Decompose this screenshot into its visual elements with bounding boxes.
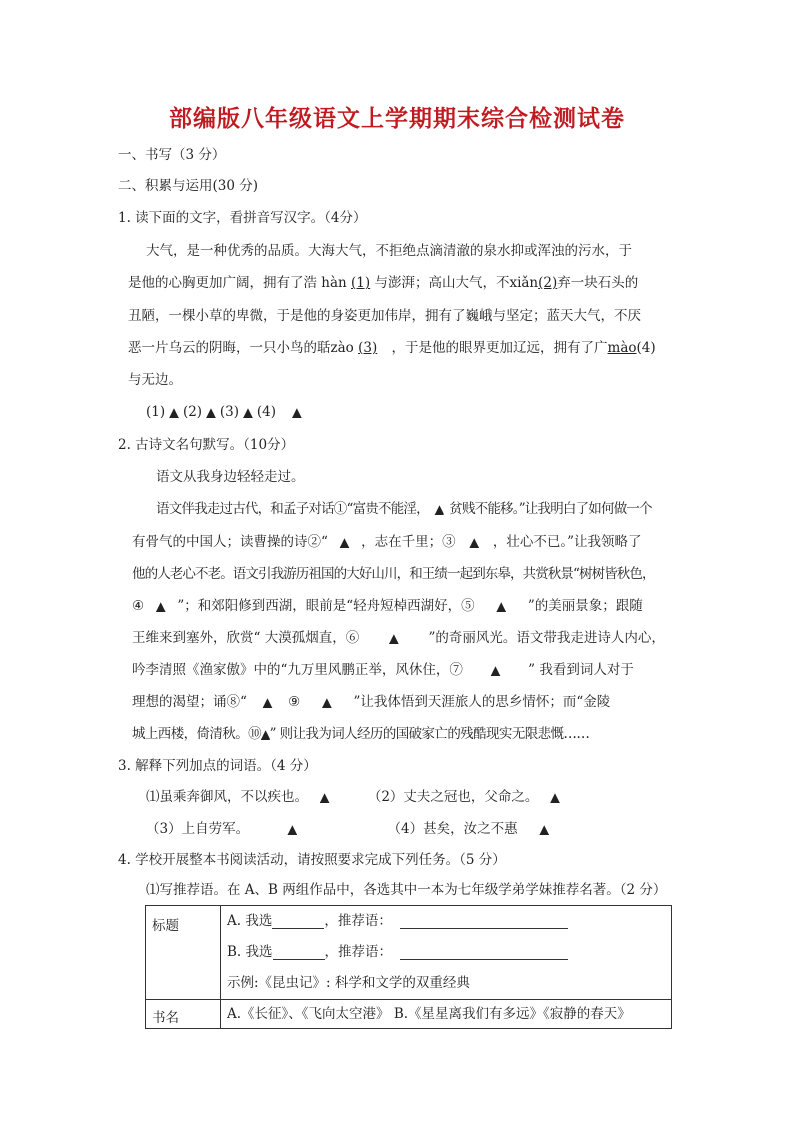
q2-text: ④ (132, 598, 145, 614)
example-row: 示例:《昆虫记》: 科学和文学的双重经典 (227, 975, 470, 991)
q3-item-4: （4）甚矣，汝之不惠 (387, 821, 518, 837)
q2-line-6 (132, 629, 665, 647)
q1-answer-label-2: (2) (182, 404, 203, 420)
q1-blank-3: (3) (358, 340, 378, 356)
q1-line-1: 大气，是一种优秀的品质。大海大气，不拒绝点滴清澈的泉水抑或浑浊的污水，于 (146, 243, 632, 259)
q4-heading: 4. 学校开展整本书阅读活动，请按照要求完成下列任务。（5 分） (118, 852, 506, 868)
row-b-choice-blank[interactable] (273, 945, 325, 960)
q2-text: ”让我体悟到天涯旅人的思乡情怀；而“金陵 (353, 694, 611, 710)
q3-answer-4[interactable]: ▲ (539, 822, 549, 836)
q2-text: 有骨气的中国人；读曹操的诗②“ (132, 534, 328, 550)
q3-answer-1[interactable]: ▲ (320, 790, 330, 804)
q3-row-1 (146, 788, 572, 806)
q2-text: ，志在千里；③ (361, 534, 456, 550)
q1-text: 与澎湃；高山大气，不xiǎn (374, 275, 539, 291)
q1-answer-3[interactable]: ▲ (243, 405, 253, 419)
q1-answer-label-3: (3) (219, 404, 240, 420)
q1-answer-1[interactable]: ▲ (169, 405, 179, 419)
q2-text: 城上西楼，倚清秋。⑩ (132, 726, 261, 742)
table-label-title: 标题 (146, 906, 221, 1000)
q1-text: 恶一片乌云的阴晦，一只小鸟的聒zào (128, 340, 354, 356)
q1-blank-4: (4) (636, 340, 656, 356)
q1-answer-label-1: (1) (146, 404, 166, 420)
section-writing: 一、书写（3 分） (118, 147, 226, 163)
q2-text: 语文伴我走过古代，和孟子对话①“富贵不能淫， (156, 501, 429, 517)
row-a (221, 906, 671, 937)
q2-text: ”的奇丽风光。语文带我走进诗人内心， (428, 630, 665, 646)
q1-answer-2[interactable]: ▲ (206, 405, 216, 419)
q1-pinyin-mao: mào (607, 340, 637, 356)
q1-line-4 (128, 339, 656, 357)
q1-blank-2: (2) (538, 275, 558, 291)
q1-heading: 1. 读下面的文字，看拼音写汉字。（4分） (118, 210, 367, 226)
q2-line-3 (132, 533, 642, 551)
q3-item-3: （3）上自劳军。 (146, 821, 250, 837)
row-b-rec-label: ，推荐语： (324, 944, 393, 960)
row-b-rec-blank[interactable] (400, 945, 568, 960)
q2-text: 王维来到塞外，欣赏“ 大漠孤烟直，⑥ (132, 630, 360, 646)
q2-text: ，壮心不已。”让我领略了 (492, 534, 642, 550)
q2-line-7 (132, 661, 634, 679)
q1-text: 弃一块石头的 (557, 275, 639, 291)
table-label-books: 书名 (146, 1000, 221, 1029)
q1-line-5: 与无边。 (128, 372, 182, 388)
q1-line-2 (128, 274, 638, 292)
recommendation-table (145, 905, 672, 1029)
q2-text: ”；和郊阳修到西湖，眼前是“轻舟短棹西湖好，⑤ (177, 598, 475, 614)
q2-blank-6[interactable]: ▲ (389, 631, 399, 645)
q2-blank-4[interactable]: ▲ (156, 599, 166, 613)
exam-title: 部编版八年级语文上学期期末综合检测试卷 (169, 106, 625, 132)
q2-text: ”的美丽景象；跟随 (527, 598, 643, 614)
q2-text: ” 我看到词人对于 (528, 662, 634, 678)
q1-answer-row (146, 403, 314, 421)
q2-text: ⑨ (288, 694, 301, 710)
q2-blank-9[interactable]: ▲ (322, 695, 332, 709)
q2-line-9 (132, 725, 589, 743)
row-b (221, 937, 671, 968)
section-accumulation: 二、积累与运用(30 分) (118, 178, 259, 194)
q2-text: 吟李清照《渔家傲》中的“九万里风鹏正举，风休住，⑦ (132, 662, 463, 678)
q2-blank-7[interactable]: ▲ (490, 663, 501, 677)
q3-heading: 3. 解释下列加点的词语。（4 分） (118, 758, 317, 774)
q2-line-5 (132, 597, 643, 615)
q1-line-3: 丑陋，一棵小草的卑微，于是他的身姿更加伟岸，拥有了巍峨与坚定；蓝天大气，不厌 (128, 308, 641, 324)
q2-line-8 (132, 693, 610, 711)
q2-blank-2[interactable]: ▲ (339, 535, 350, 549)
row-a-prefix: A. 我选 (227, 913, 273, 929)
q2-blank-5[interactable]: ▲ (496, 599, 506, 613)
q3-answer-3[interactable]: ▲ (287, 822, 297, 836)
row-a-choice-blank[interactable] (272, 914, 324, 929)
q2-heading: 2. 古诗文名句默写。（10分） (118, 437, 295, 453)
q2-blank-3[interactable]: ▲ (469, 535, 479, 549)
table-title-cell (221, 906, 672, 1000)
q2-line-4: 他的人老心不老。语文引我游历祖国的大好山川，和王绩一起到东皋，共赏秋景“树树皆秋色， (132, 566, 655, 582)
q1-answer-label-4: (4) (256, 404, 276, 420)
q2-text: ” 则让我为词人经历的国破家亡的残酷现实无限悲慨…… (269, 726, 590, 742)
q1-text: ，于是他的眼界更加辽远，拥有了广 (391, 340, 608, 356)
row-a-rec-label: ，推荐语： (324, 913, 392, 929)
q3-answer-2[interactable]: ▲ (550, 790, 560, 804)
q2-line-2 (156, 500, 652, 518)
q2-blank-8[interactable]: ▲ (262, 695, 273, 709)
q2-line-1: 语文从我身边轻轻走过。 (156, 469, 305, 485)
table-books-cell (221, 1000, 672, 1029)
q2-blank-10[interactable]: ▲ (261, 727, 270, 741)
q4-sub: ⑴写推荐语。在 A、B 两组作品中，各选其中一本为七年级学弟学妹推荐名著。（2 分） (146, 882, 667, 898)
books-row: A.《长征》、《飞向太空港》 B.《星星离我们有多远》《寂静的春天》 (227, 1006, 631, 1022)
q3-item-2: （2）丈夫之冠也，父命之。 (367, 789, 539, 805)
q3-row-2 (146, 820, 563, 838)
row-b-prefix: B. 我选 (227, 944, 273, 960)
q2-text: 理想的渴望；诵⑧“ (132, 694, 247, 710)
q1-blank-1: (1) (351, 275, 371, 291)
q1-answer-4[interactable]: ▲ (292, 405, 302, 419)
q3-item-1: ⑴虽乘奔御风，不以疾也。 (146, 789, 308, 805)
q1-text: 是他的心胸更加广阔，拥有了浩 hàn (128, 275, 347, 291)
q2-blank-a[interactable]: ▲ (434, 502, 444, 516)
q2-text: 贫贱不能移。”让我明白了如何做一个 (449, 501, 652, 517)
row-a-rec-blank[interactable] (400, 914, 568, 929)
